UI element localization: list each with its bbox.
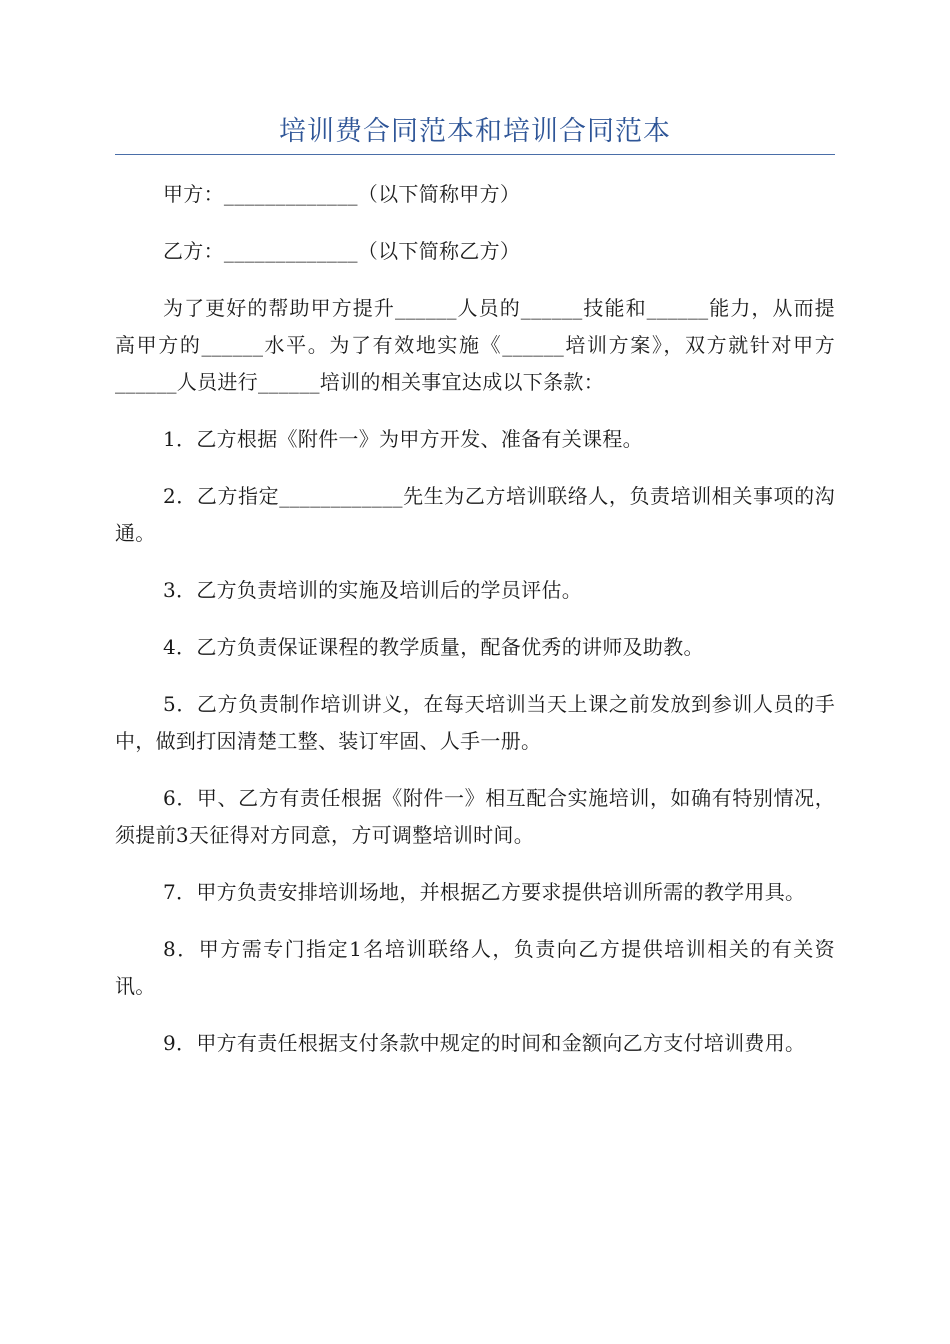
document-title: 培训费合同范本和培训合同范本	[279, 116, 671, 147]
party-b-line: 乙方：_____________（以下简称乙方）	[163, 239, 521, 263]
clause-5: 5．乙方负责制作培训讲义，在每天培训当天上课之前发放到参训人员的手中，做到打因清楚工整、装订牢固、人手一册。	[115, 692, 835, 753]
clause-4: 4．乙方负责保证课程的教学质量，配备优秀的讲师及助教。	[163, 635, 704, 659]
clause-9: 9．甲方有责任根据支付条款中规定的时间和金额向乙方支付培训费用。	[163, 1031, 806, 1055]
clause-6: 6．甲、乙方有责任根据《附件一》相互配合实施培训，如确有特别情况，须提前3天征得对方同意，方可调整培训时间。	[115, 786, 835, 847]
title-underline	[115, 154, 835, 155]
document-body	[115, 176, 835, 1082]
clause-2: 2．乙方指定____________先生为乙方培训联络人，负责培训相关事项的沟通。	[115, 484, 835, 545]
preamble-paragraph: 为了更好的帮助甲方提升______人员的______技能和______能力，从而提高甲方的______水平。为了有效地实施《______培训方案》，双方就针对甲方______人员进行______培训的相关事宜达成以下条款：	[115, 296, 835, 394]
clause-8: 8．甲方需专门指定1名培训联络人，负责向乙方提供培训相关的有关资讯。	[115, 937, 835, 998]
clause-1: 1．乙方根据《附件一》为甲方开发、准备有关课程。	[163, 427, 643, 451]
clause-3: 3．乙方负责培训的实施及培训后的学员评估。	[163, 578, 583, 602]
clause-7: 7．甲方负责安排培训场地，并根据乙方要求提供培训所需的教学用具。	[163, 880, 806, 904]
party-a-line: 甲方：_____________（以下简称甲方）	[163, 182, 521, 206]
